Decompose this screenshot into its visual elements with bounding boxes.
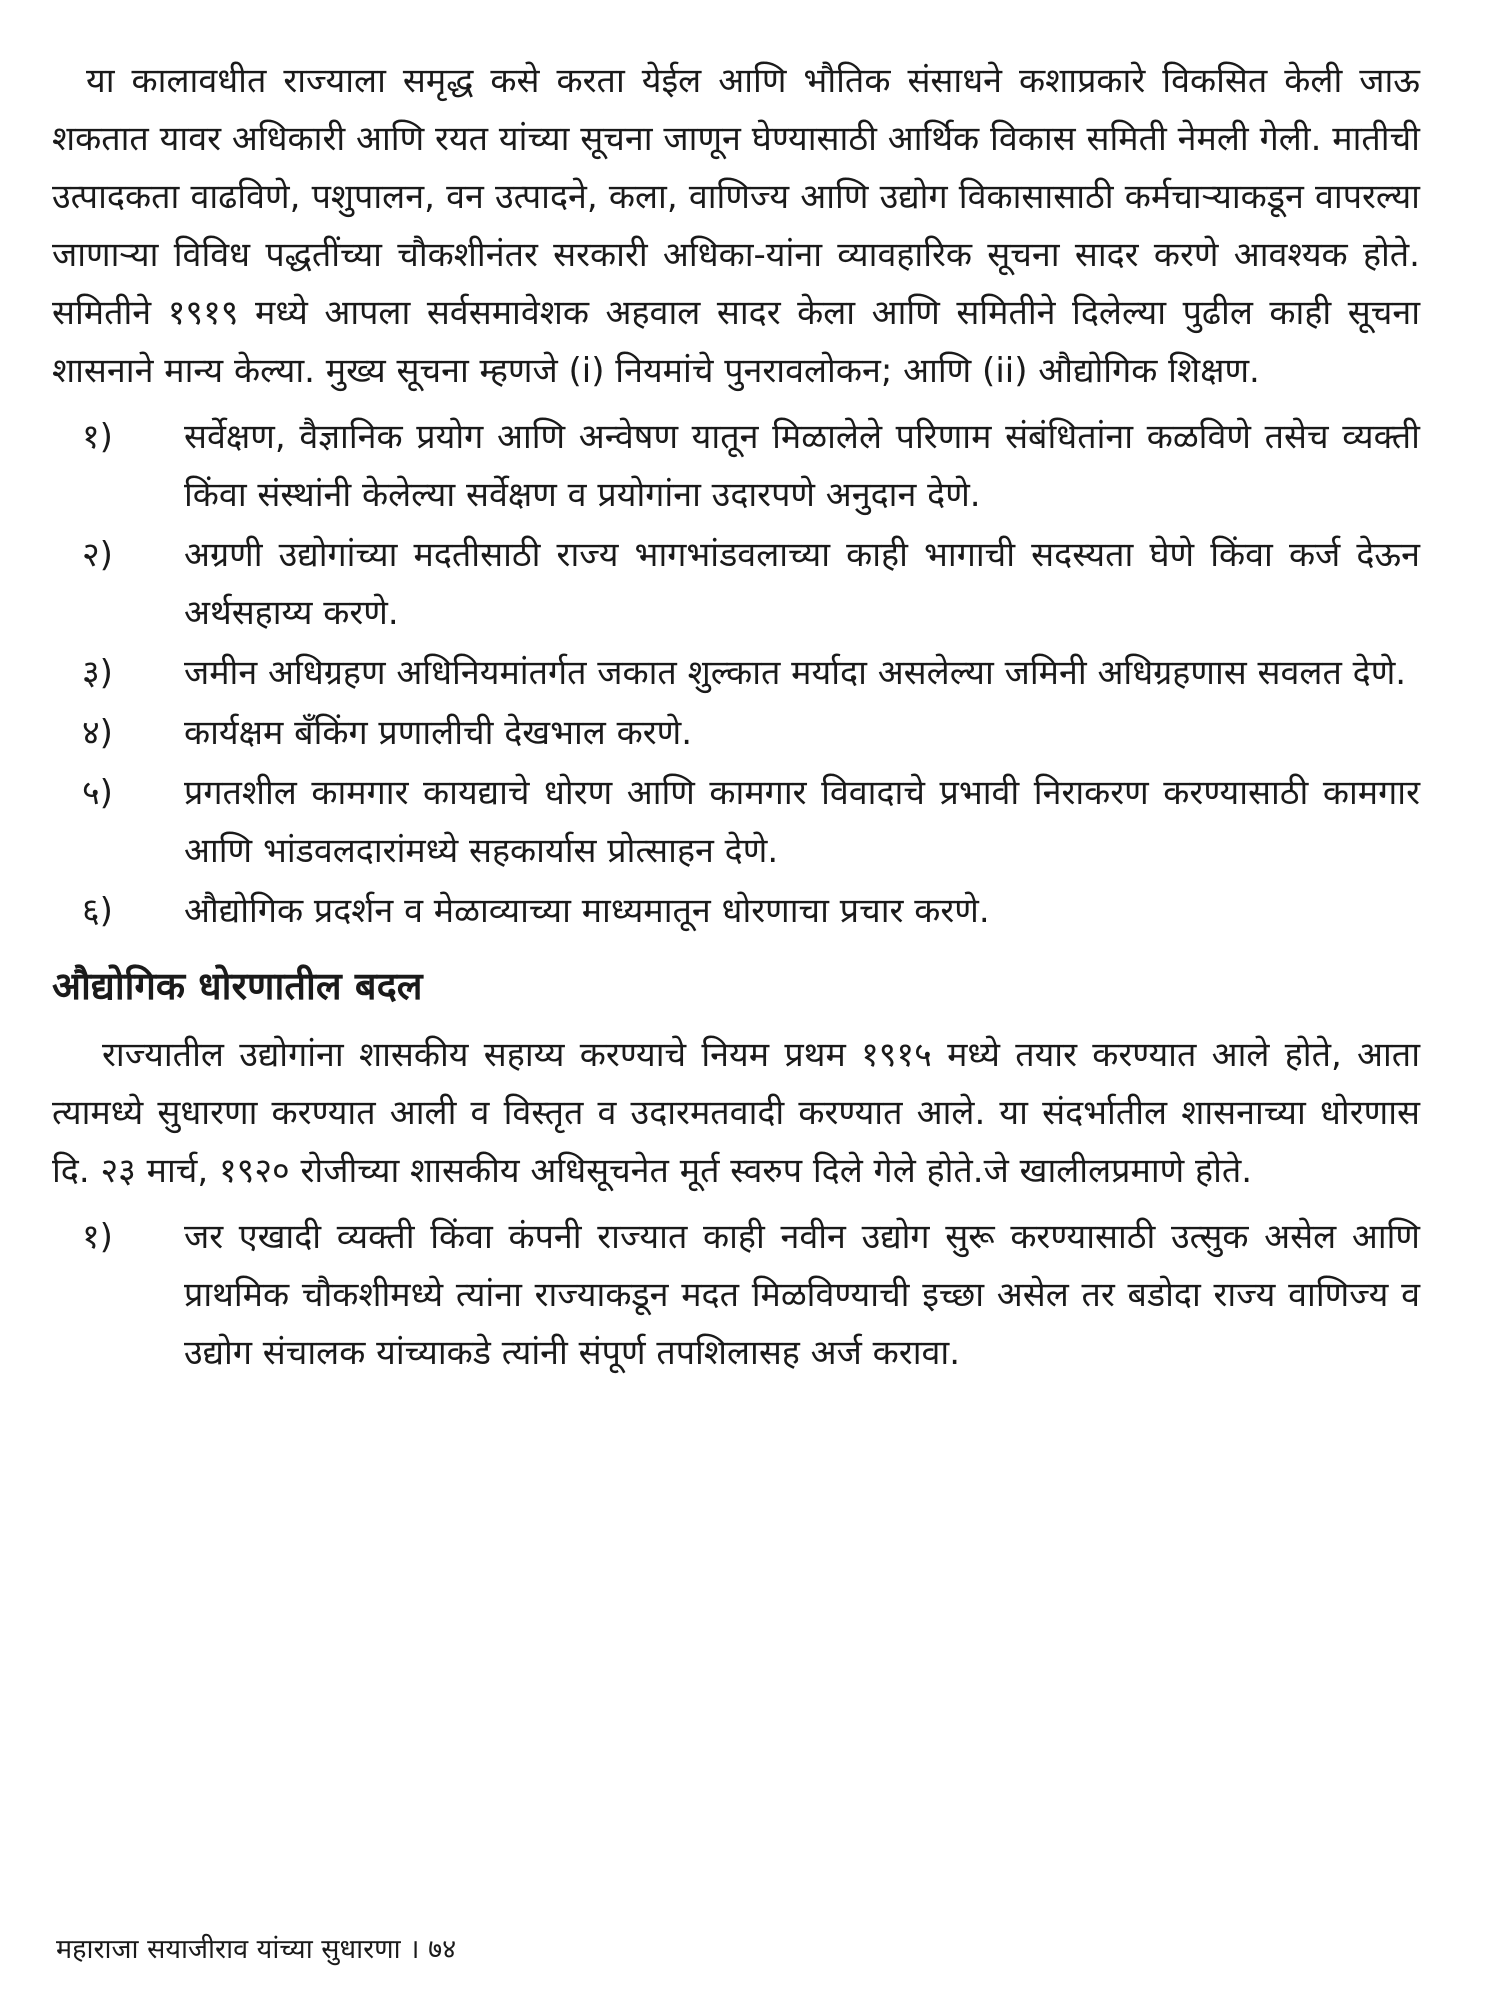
list-item-text: औद्योगिक प्रदर्शन व मेळाव्याच्या माध्यमातून धोरणाचा प्रचार करणे. xyxy=(184,891,990,931)
list-item xyxy=(52,704,1420,762)
policy-list xyxy=(52,1208,1420,1382)
suggestions-list xyxy=(52,408,1420,940)
list-item-number: २) xyxy=(82,535,113,575)
list-item-text: जमीन अधिग्रहण अधिनियमांतर्गत जकात शुल्कात मर्यादा असलेल्या जमिनी अधिग्रहणास सवलत देणे. xyxy=(184,653,1407,693)
list-item-text: जर एखादी व्यक्ती किंवा कंपनी राज्यात काही नवीन उद्योग सुरू करण्यासाठी उत्सुक असेल आणि प्राथमिक चौकशीमध्ये त्यांना राज्याकडून मदत मिळविण्याची इच्छा असेल तर बडोदा राज्य वाणिज्य व उद्योग संचालक यांच्याकडे त्यांनी संपूर्ण तपशिलासह अर्ज करावा. xyxy=(184,1217,1420,1373)
section-heading: औद्योगिक धोरणातील बदल xyxy=(52,964,423,1008)
intro-paragraph: या कालावधीत राज्याला समृद्ध कसे करता येईल आणि भौतिक संसाधने कशाप्रकारे विकसित केली जाऊ शकतात यावर अधिकारी आणि रयत यांच्या सूचना जाणून घेण्यासाठी आर्थिक विकास समिती नेमली गेली. मातीची उत्पादकता वाढविणे, पशुपालन, वन उत्पादने, कला, वाणिज्य आणि उद्योग विकासासाठी कर्मचाऱ्याकडून वापरल्या जाणाऱ्या विविध पद्धतींच्या चौकशीनंतर सरकारी अधिका-यांना व्यावहारिक सूचना सादर करणे आवश्यक होते. समितीने १९१९ मध्ये आपला सर्वसमावेशक अहवाल सादर केला आणि समितीने दिलेल्या पुढील काही सूचना शासनाने मान्य केल्या. मुख्य सूचना म्हणजे (i) नियमांचे पुनरावलोकन; आणि (ii) औद्योगिक शिक्षण. xyxy=(52,61,1420,391)
list-item xyxy=(52,1208,1420,1382)
list-item-number: ६) xyxy=(82,891,113,931)
policy-paragraph: राज्यातील उद्योगांना शासकीय सहाय्य करण्याचे नियम प्रथम १९१५ मध्ये तयार करण्यात आले होते, आता त्यामध्ये सुधारणा करण्यात आली व विस्तृत व उदारमतवादी करण्यात आले. या संदर्भातील शासनाच्या धोरणास दि. २३ मार्च, १९२० रोजीच्या शासकीय अधिसूचनेत मूर्त स्वरुप दिले गेले होते.जे खालीलप्रमाणे होते. xyxy=(52,1035,1420,1191)
list-item xyxy=(52,644,1420,702)
list-item xyxy=(52,526,1420,642)
list-item-number: १) xyxy=(82,1217,113,1257)
list-item xyxy=(52,882,1420,940)
list-item-number: ५) xyxy=(82,773,113,813)
list-item-text: सर्वेक्षण, वैज्ञानिक प्रयोग आणि अन्वेषण यातून मिळालेले परिणाम संबंधितांना कळविणे तसेच व्यक्ती किंवा संस्थांनी केलेल्या सर्वेक्षण व प्रयोगांना उदारपणे अनुदान देणे. xyxy=(184,417,1420,515)
policy-section xyxy=(52,1026,1420,1382)
page-footer: महाराजा सयाजीराव यांच्या सुधारणा । ७४ xyxy=(56,1934,457,1965)
list-item-number: ३) xyxy=(82,653,113,693)
list-item-text: अग्रणी उद्योगांच्या मदतीसाठी राज्य भागभांडवलाच्या काही भागाची सदस्यता घेणे किंवा कर्ज देऊन अर्थसहाय्य करणे. xyxy=(184,535,1420,633)
list-item-number: ४) xyxy=(82,713,113,753)
list-item xyxy=(52,764,1420,880)
list-item-text: प्रगतशील कामगार कायद्याचे धोरण आणि कामगार विवादाचे प्रभावी निराकरण करण्यासाठी कामगार आणि भांडवलदारांमध्ये सहकार्यास प्रोत्साहन देणे. xyxy=(184,773,1420,871)
list-item-text: कार्यक्षम बँकिंग प्रणालीची देखभाल करणे. xyxy=(184,713,693,753)
list-item-number: १) xyxy=(82,417,113,457)
list-item xyxy=(52,408,1420,524)
